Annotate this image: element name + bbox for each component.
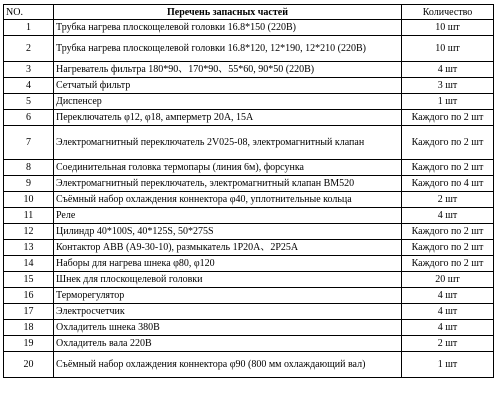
row-qty: 10 шт	[402, 36, 494, 62]
row-name: Соединительная головка термопары (линия 6м), форсунка	[54, 160, 402, 176]
row-qty: Каждого по 2 шт	[402, 126, 494, 160]
table-header-row	[4, 5, 494, 20]
row-name: Электросчетчик	[54, 304, 402, 320]
header-no: NO.	[4, 5, 54, 20]
row-name: Охладитель вала 220В	[54, 336, 402, 352]
row-name: Переключатель φ12, φ18, амперметр 20A, 15A	[54, 110, 402, 126]
row-qty: Каждого по 2 шт	[402, 224, 494, 240]
row-qty: 3 шт	[402, 78, 494, 94]
row-qty: 20 шт	[402, 272, 494, 288]
row-qty: 2 шт	[402, 192, 494, 208]
row-qty: 2 шт	[402, 336, 494, 352]
row-no: 12	[4, 224, 54, 240]
table-row	[4, 224, 494, 240]
row-name: Охладитель шнека 380В	[54, 320, 402, 336]
row-name: Диспенсер	[54, 94, 402, 110]
row-no: 10	[4, 192, 54, 208]
row-no: 5	[4, 94, 54, 110]
row-qty: Каждого по 2 шт	[402, 110, 494, 126]
row-name: Цилиндр 40*100S, 40*125S, 50*275S	[54, 224, 402, 240]
row-qty: Каждого по 2 шт	[402, 240, 494, 256]
table-row	[4, 240, 494, 256]
spare-parts-table	[3, 4, 494, 378]
row-qty: Каждого по 4 шт	[402, 176, 494, 192]
row-no: 19	[4, 336, 54, 352]
row-name: Съёмный набор охлаждения коннектора φ90 (800 мм охлаждающий вал)	[54, 352, 402, 378]
row-no: 1	[4, 20, 54, 36]
row-qty: 4 шт	[402, 320, 494, 336]
row-qty: 4 шт	[402, 208, 494, 224]
row-qty: 1 шт	[402, 94, 494, 110]
table-row	[4, 352, 494, 378]
row-no: 14	[4, 256, 54, 272]
table-row	[4, 256, 494, 272]
row-no: 6	[4, 110, 54, 126]
row-qty: Каждого по 2 шт	[402, 256, 494, 272]
row-no: 8	[4, 160, 54, 176]
row-no: 9	[4, 176, 54, 192]
row-name: Нагреватель фильтра 180*90、170*90、55*60, 90*50 (220В)	[54, 62, 402, 78]
table-row	[4, 110, 494, 126]
row-no: 13	[4, 240, 54, 256]
row-no: 3	[4, 62, 54, 78]
row-name: Терморегулятор	[54, 288, 402, 304]
row-name: Электромагнитный переключатель 2V025-08, электромагнитный клапан	[54, 126, 402, 160]
row-qty: 4 шт	[402, 304, 494, 320]
row-name: Наборы для нагрева шнека φ80, φ120	[54, 256, 402, 272]
row-name: Контактор ABB (A9-30-10), размыкатель 1P20A、2P25A	[54, 240, 402, 256]
row-no: 11	[4, 208, 54, 224]
table-row	[4, 272, 494, 288]
row-no: 17	[4, 304, 54, 320]
table-row	[4, 176, 494, 192]
row-no: 15	[4, 272, 54, 288]
table-row	[4, 208, 494, 224]
header-qty: Количество	[402, 5, 494, 20]
row-qty: 1 шт	[402, 352, 494, 378]
table-row	[4, 94, 494, 110]
table-row	[4, 288, 494, 304]
row-name: Шнек для плоскощелевой головки	[54, 272, 402, 288]
table-row	[4, 62, 494, 78]
row-name: Трубка нагрева плоскощелевой головки 16.8*120, 12*190, 12*210 (220В)	[54, 36, 402, 62]
table-row	[4, 126, 494, 160]
row-no: 7	[4, 126, 54, 160]
row-qty: Каждого по 2 шт	[402, 160, 494, 176]
table-row	[4, 336, 494, 352]
table-row	[4, 304, 494, 320]
row-name: Съёмный набор охлаждения коннектора φ40, уплотнительные кольца	[54, 192, 402, 208]
table-row	[4, 160, 494, 176]
row-no: 2	[4, 36, 54, 62]
row-name: Реле	[54, 208, 402, 224]
row-name: Трубка нагрева плоскощелевой головки 16.8*150 (220В)	[54, 20, 402, 36]
row-no: 18	[4, 320, 54, 336]
row-no: 16	[4, 288, 54, 304]
table-row	[4, 192, 494, 208]
row-qty: 10 шт	[402, 20, 494, 36]
table-row	[4, 320, 494, 336]
row-no: 20	[4, 352, 54, 378]
row-no: 4	[4, 78, 54, 94]
header-name: Перечень запасных частей	[54, 5, 402, 20]
row-name: Сетчатый фильтр	[54, 78, 402, 94]
row-qty: 4 шт	[402, 288, 494, 304]
table-row	[4, 20, 494, 36]
table-row	[4, 78, 494, 94]
table-row	[4, 36, 494, 62]
row-name: Электромагнитный переключатель, электромагнитный клапан BM520	[54, 176, 402, 192]
row-qty: 4 шт	[402, 62, 494, 78]
